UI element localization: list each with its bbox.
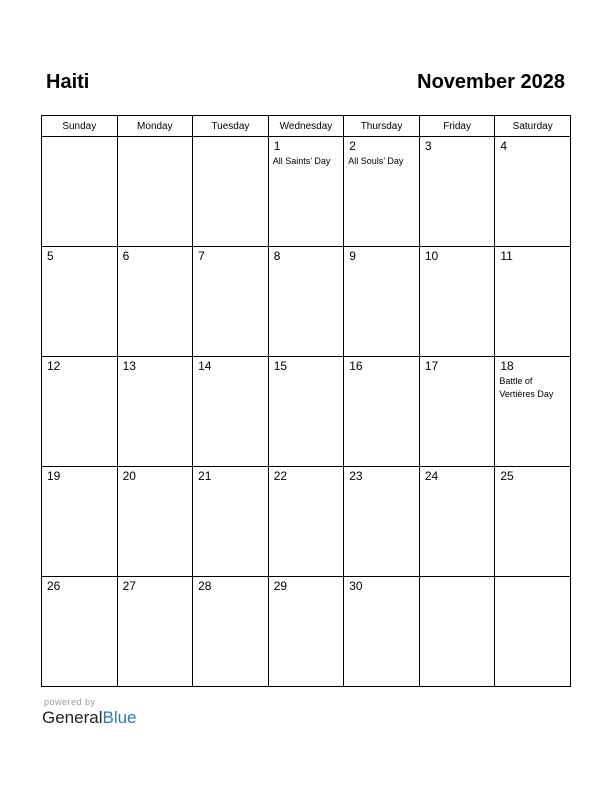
day-number: 18 <box>500 359 514 373</box>
holiday-label <box>42 373 117 375</box>
day-cell <box>42 137 118 247</box>
day-cell <box>419 467 495 577</box>
month-title: November 2028 <box>417 71 565 93</box>
day-number: 8 <box>273 249 281 263</box>
day-number: 7 <box>198 249 205 263</box>
day-cell <box>419 137 495 247</box>
holiday-label: Battle of Vertières Day <box>499 376 554 399</box>
day-number: 24 <box>424 469 439 483</box>
day-number: 21 <box>198 469 212 483</box>
day-number: 4 <box>500 139 508 153</box>
brand-general: General <box>42 708 103 727</box>
day-cell <box>268 467 344 577</box>
holiday-label <box>118 263 193 265</box>
day-cell <box>193 357 269 467</box>
weekday-thursday: Thursday <box>344 116 420 137</box>
day-number: 22 <box>273 469 288 483</box>
day-cell <box>419 357 495 467</box>
day-cell <box>193 137 269 247</box>
weekday-saturday: Saturday <box>495 116 571 137</box>
powered-by-text: powered by <box>44 697 96 707</box>
holiday-label <box>118 593 193 595</box>
day-cell <box>344 467 420 577</box>
holiday-label <box>269 593 344 595</box>
day-number: 27 <box>122 579 136 593</box>
day-cell <box>495 137 571 247</box>
holiday-label <box>118 373 193 375</box>
holiday-label <box>118 140 193 142</box>
holiday-label <box>420 153 495 155</box>
weekday-friday: Friday <box>419 116 495 137</box>
day-cell <box>193 467 269 577</box>
day-cell <box>419 577 495 687</box>
day-number: 28 <box>198 579 212 593</box>
holiday-label <box>495 263 570 265</box>
week-row <box>42 137 571 247</box>
day-number: 12 <box>47 359 61 373</box>
day-number: 16 <box>349 359 363 373</box>
brand-blue: Blue <box>102 708 137 727</box>
day-number: 10 <box>424 249 439 263</box>
holiday-label <box>344 373 419 375</box>
day-number: 15 <box>273 359 288 373</box>
holiday-label <box>193 483 268 485</box>
day-number: 30 <box>349 579 363 593</box>
holiday-label <box>420 580 495 582</box>
weekday-tuesday: Tuesday <box>193 116 269 137</box>
holiday-label <box>118 483 193 485</box>
day-cell <box>344 577 420 687</box>
holiday-label <box>42 140 117 142</box>
day-cell <box>495 357 571 467</box>
day-number: 14 <box>198 359 212 373</box>
holiday-label <box>495 580 570 582</box>
day-number: 2 <box>349 139 356 153</box>
day-number: 1 <box>273 139 281 153</box>
day-number: 26 <box>47 579 61 593</box>
day-number: 17 <box>424 359 439 373</box>
holiday-label <box>42 483 117 485</box>
week-row <box>42 467 571 577</box>
day-cell <box>117 577 193 687</box>
weekday-header-row <box>42 116 571 137</box>
country-title: Haiti <box>46 71 90 93</box>
day-cell <box>42 577 118 687</box>
holiday-label <box>269 483 344 485</box>
weekday-wednesday: Wednesday <box>268 116 344 137</box>
day-number: 29 <box>273 579 288 593</box>
day-number: 3 <box>424 139 432 153</box>
day-cell <box>495 467 571 577</box>
day-cell <box>344 357 420 467</box>
holiday-label <box>193 593 268 595</box>
day-cell <box>268 357 344 467</box>
day-cell <box>344 247 420 357</box>
holiday-label <box>495 153 570 155</box>
day-number: 13 <box>122 359 136 373</box>
day-cell <box>268 137 344 247</box>
holiday-label <box>193 373 268 375</box>
day-number: 19 <box>47 469 61 483</box>
day-cell <box>268 247 344 357</box>
day-number: 25 <box>500 469 514 483</box>
generalblue-logo <box>42 708 137 728</box>
holiday-label <box>344 263 419 265</box>
holiday-label <box>344 483 419 485</box>
day-cell <box>495 577 571 687</box>
week-row <box>42 357 571 467</box>
day-number: 11 <box>500 249 513 263</box>
day-cell <box>193 247 269 357</box>
holiday-label <box>193 263 268 265</box>
day-number: 20 <box>122 469 136 483</box>
day-cell <box>42 247 118 357</box>
day-cell <box>495 247 571 357</box>
day-cell <box>344 137 420 247</box>
weekday-sunday: Sunday <box>42 116 118 137</box>
week-row <box>42 247 571 357</box>
weekday-monday: Monday <box>117 116 193 137</box>
day-cell <box>117 467 193 577</box>
holiday-label: All Souls’ Day <box>348 156 404 166</box>
holiday-label <box>42 593 117 595</box>
holiday-label <box>193 140 268 142</box>
day-cell <box>193 577 269 687</box>
day-cell <box>42 357 118 467</box>
holiday-label <box>420 263 495 265</box>
day-cell <box>419 247 495 357</box>
day-number: 23 <box>349 469 363 483</box>
holiday-label <box>420 483 495 485</box>
day-number: 5 <box>47 249 54 263</box>
holiday-label <box>344 593 419 595</box>
day-number: 6 <box>122 249 130 263</box>
week-row <box>42 577 571 687</box>
day-cell <box>117 357 193 467</box>
day-number: 9 <box>349 249 356 263</box>
day-cell <box>117 137 193 247</box>
day-cell <box>117 247 193 357</box>
holiday-label: All Saints’ Day <box>272 156 331 166</box>
holiday-label <box>420 373 495 375</box>
holiday-label <box>269 263 344 265</box>
holiday-label <box>42 263 117 265</box>
holiday-label <box>269 373 344 375</box>
day-cell <box>268 577 344 687</box>
calendar-grid <box>41 115 571 687</box>
holiday-label <box>495 483 570 485</box>
day-cell <box>42 467 118 577</box>
